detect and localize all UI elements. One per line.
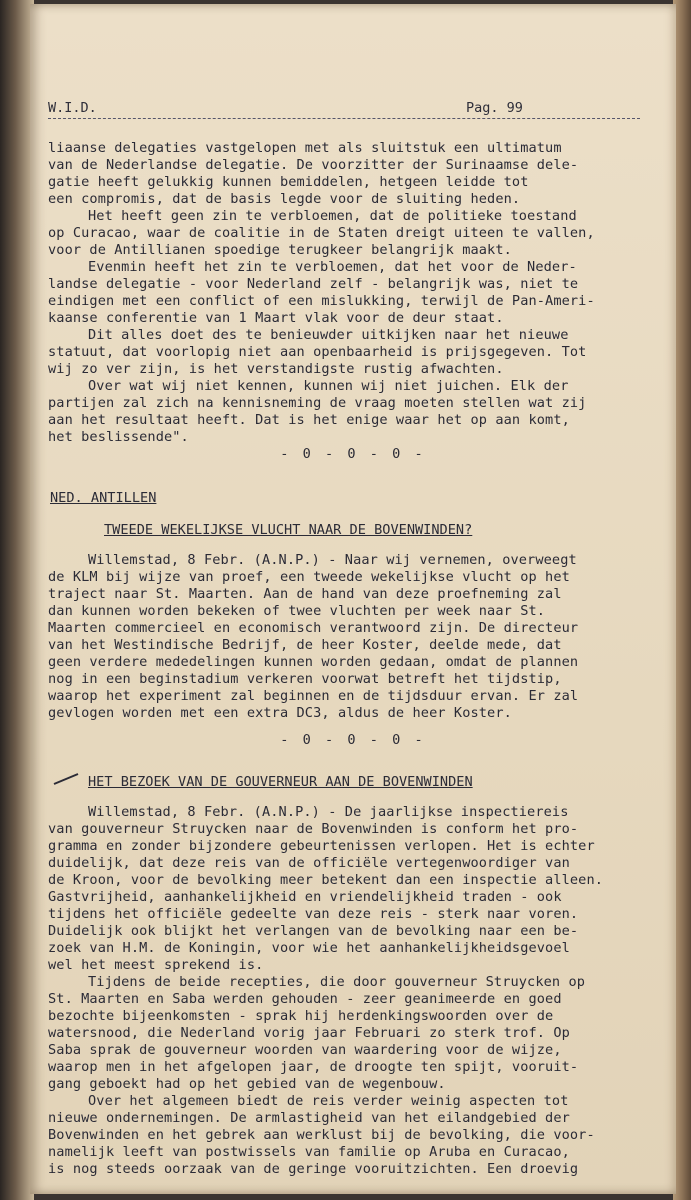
text-line: waarop het experiment zal beginnen en de tijdsduur ervan. Er zal <box>48 688 579 704</box>
text-line: gang geboekt had op het gebied van de wegenbouw. <box>48 1076 446 1092</box>
text-line: voor de Antillianen spoedige terugkeer belangrijk maakt. <box>48 242 512 258</box>
text-line: kaanse conferentie van 1 Maart vlak voor de deur staat. <box>48 310 504 326</box>
text-line: gevlogen worden met een extra DC3, aldus de heer Koster. <box>48 705 512 721</box>
text-line: landse delegatie - voor Nederland zelf - belangrijk was, niet te <box>48 276 579 292</box>
text-line: eindigen met een conflict of een mislukking, terwijl de Pan-Ameri- <box>48 293 595 309</box>
text-line: statuut, dat voorlopig niet aan openbaarheid is prijsgegeven. Tot <box>48 344 587 360</box>
text-line: Saba sprak de gouverneur woorden van waardering voor de wijze, <box>48 1042 562 1058</box>
text-line: partijen zal zich na kennisneming de vraag moeten stellen wat zij <box>48 395 587 411</box>
text-line: Duidelijk ook blijkt het verlangen van de bevolking naar een be- <box>48 923 579 939</box>
text-line: van gouverneur Struycken naar de Bovenwinden is conform het pro- <box>48 821 579 837</box>
text-line: St. Maarten en Saba werden gehouden - zeer geanimeerde en goed <box>48 991 562 1007</box>
separator: - 0 - 0 - 0 - <box>280 732 426 748</box>
text-line: wij zo ver zijn, is het verstandigste rustig afwachten. <box>48 361 504 377</box>
header-publication: W.I.D. <box>48 100 97 116</box>
article-headline: HET BEZOEK VAN DE GOUVERNEUR AAN DE BOVENWINDEN <box>88 774 473 790</box>
text-line: is nog steeds oorzaak van de geringe vooruitzichten. Een droevig <box>48 1161 579 1177</box>
text-line: van de Nederlandse delegatie. De voorzitter der Surinaamse dele- <box>48 157 579 173</box>
text-line: waarop men in het afgelopen jaar, de droogte ten spijt, vooruit- <box>48 1059 579 1075</box>
text-line: aan het resultaat heeft. Dat is het enige waar het op aan komt, <box>48 412 570 428</box>
text-line: Tijdens de beide recepties, die door gouverneur Struycken op <box>88 974 586 990</box>
text-line: dan kunnen worden bekeken of twee vluchten per week naar St. <box>48 603 546 619</box>
text-line: het beslissende". <box>48 429 189 445</box>
pen-mark-icon <box>52 772 80 786</box>
article-body <box>48 552 648 722</box>
header-page-number: Pag. 99 <box>466 100 523 116</box>
text-line: gatie heeft gelukkig kunnen bemiddelen, hetgeen leidde tot <box>48 174 529 190</box>
text-line: Willemstad, 8 Febr. (A.N.P.) - Naar wij vernemen, overweegt <box>88 552 577 568</box>
text-line: Over wat wij niet kennen, kunnen wij niet juichen. Elk der <box>88 378 569 394</box>
text-line: Maarten commercieel en economisch verantwoord zijn. De directeur <box>48 620 579 636</box>
text-line: wel het meest sprekend is. <box>48 957 264 973</box>
text-line: traject naar St. Maarten. Aan de hand van deze proefneming zal <box>48 586 562 602</box>
text-line: nieuwe ondernemingen. De armlastigheid van het eilandgebied der <box>48 1110 570 1126</box>
text-line: Het heeft geen zin te verbloemen, dat de politieke toestand <box>88 208 577 224</box>
article-body <box>48 804 648 1178</box>
text-line: watersnood, die Nederland vorig jaar Februari zo sterk trof. Op <box>48 1025 570 1041</box>
text-line: namelijk leeft van postwissels van familie op Aruba en Curacao, <box>48 1144 570 1160</box>
text-line: Willemstad, 8 Febr. (A.N.P.) - De jaarlijkse inspectiereis <box>88 804 569 820</box>
text-line: op Curacao, waar de coalitie in de Staten dreigt uiteen te vallen, <box>48 225 595 241</box>
text-line: gramma en zonder bijzondere gebeurtenissen verlopen. Het is echter <box>48 838 595 854</box>
book-binding <box>0 0 34 1200</box>
text-line: van het Westindische Bedrijf, de heer Koster, deelde mede, dat <box>48 637 562 653</box>
text-line: duidelijk, dat deze reis van de officiële vertegenwoordiger van <box>48 855 570 871</box>
text-line: Over het algemeen biedt de reis verder weinig aspecten tot <box>88 1093 569 1109</box>
text-line: zoek van H.M. de Koningin, voor wie het aanhankelijkheidsgevoel <box>48 940 570 956</box>
section-title: NED. ANTILLEN <box>50 490 157 506</box>
text-line: bezochte bijeenkomsten - sprak hij herdenkingswoorden over de <box>48 1008 554 1024</box>
text-line: Bovenwinden en het gebrek aan werklust bij de bevolking, die voor- <box>48 1127 595 1143</box>
document-page <box>30 4 676 1194</box>
text-line: de KLM bij wijze van proef, een tweede wekelijkse vlucht op het <box>48 569 570 585</box>
article-headline: TWEEDE WEKELIJKSE VLUCHT NAAR DE BOVENWINDEN? <box>104 522 473 538</box>
text-line: liaanse delegaties vastgelopen met als sluitstuk een ultimatum <box>48 140 562 156</box>
text-line: Evenmin heeft het zin te verbloemen, dat het voor de Neder- <box>88 259 577 275</box>
text-line: Dit alles doet des te benieuwder uitkijken naar het nieuwe <box>88 327 569 343</box>
text-line: nog in een beginstadium verkeren voorwat betreft het tijdstip, <box>48 671 562 687</box>
text-line: geen verdere mededelingen kunnen worden gedaan, omdat de plannen <box>48 654 579 670</box>
continued-text-block <box>48 140 648 446</box>
text-line: een compromis, dat de basis legde voor de sluiting heden. <box>48 191 521 207</box>
page-header <box>48 100 640 119</box>
text-line: de Kroon, voor de bevolking meer betekent dan een inspectie alleen. <box>48 872 604 888</box>
separator: - 0 - 0 - 0 - <box>280 446 426 462</box>
text-line: Gastvrijheid, aanhankelijkheid en vriendelijkheid traden - ook <box>48 889 562 905</box>
text-line: tijdens het officiële gedeelte van deze reis - sterk naar voren. <box>48 906 579 922</box>
